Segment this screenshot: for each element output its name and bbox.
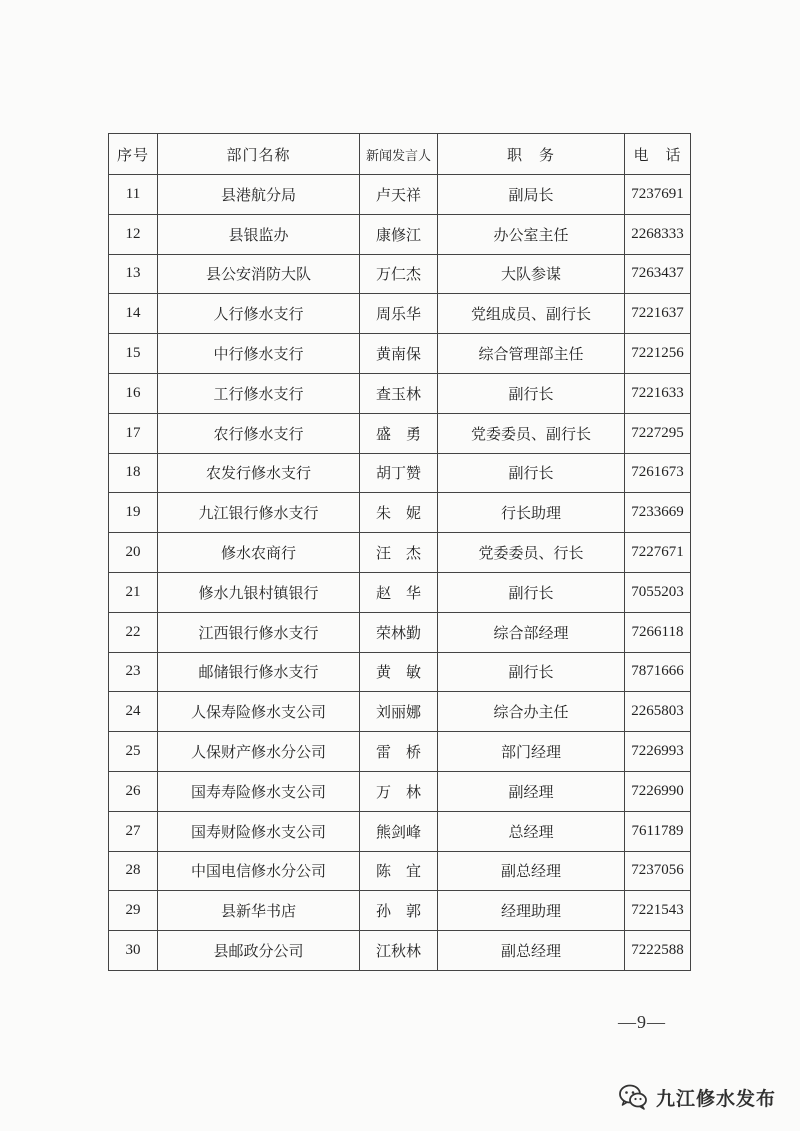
cell-position: 总经理 (438, 811, 625, 851)
cell-position: 大队参谋 (438, 254, 625, 294)
cell-spokesperson: 荣林勤 (360, 612, 438, 652)
cell-department-name: 江西银行修水支行 (158, 612, 360, 652)
cell-position: 经理助理 (438, 891, 625, 931)
cell-position: 党委委员、行长 (438, 533, 625, 573)
cell-spokesperson: 黄南保 (360, 334, 438, 374)
cell-position: 副行长 (438, 572, 625, 612)
cell-serial-number: 25 (109, 732, 158, 772)
cell-phone: 7263437 (625, 254, 691, 294)
cell-serial-number: 16 (109, 373, 158, 413)
cell-serial-number: 12 (109, 214, 158, 254)
cell-phone: 7221637 (625, 294, 691, 334)
cell-phone: 7233669 (625, 493, 691, 533)
cell-spokesperson: 熊剑峰 (360, 811, 438, 851)
cell-department-name: 中行修水支行 (158, 334, 360, 374)
cell-position: 副行长 (438, 453, 625, 493)
cell-position: 综合管理部主任 (438, 334, 625, 374)
cell-serial-number: 24 (109, 692, 158, 732)
cell-serial-number: 17 (109, 413, 158, 453)
cell-position: 副局长 (438, 175, 625, 215)
cell-serial-number: 26 (109, 771, 158, 811)
cell-serial-number: 13 (109, 254, 158, 294)
header-position: 职 务 (438, 134, 625, 175)
cell-department-name: 农行修水支行 (158, 413, 360, 453)
cell-phone: 2268333 (625, 214, 691, 254)
cell-serial-number: 28 (109, 851, 158, 891)
cell-department-name: 人行修水支行 (158, 294, 360, 334)
cell-spokesperson: 查玉林 (360, 373, 438, 413)
table-row (109, 294, 691, 334)
header-spokesperson: 新闻发言人 (360, 134, 438, 175)
cell-serial-number: 11 (109, 175, 158, 215)
cell-phone: 7221543 (625, 891, 691, 931)
cell-phone: 2265803 (625, 692, 691, 732)
cell-serial-number: 23 (109, 652, 158, 692)
cell-position: 党组成员、副行长 (438, 294, 625, 334)
watermark-text: 九江修水发布 (655, 1087, 776, 1110)
cell-department-name: 人保寿险修水支公司 (158, 692, 360, 732)
cell-department-name: 县公安消防大队 (158, 254, 360, 294)
table-row (109, 811, 691, 851)
cell-serial-number: 22 (109, 612, 158, 652)
table-row (109, 175, 691, 215)
cell-department-name: 中国电信修水分公司 (158, 851, 360, 891)
cell-serial-number: 20 (109, 533, 158, 573)
cell-phone: 7227295 (625, 413, 691, 453)
cell-serial-number: 19 (109, 493, 158, 533)
cell-spokesperson: 康修江 (360, 214, 438, 254)
cell-department-name: 县港航分局 (158, 175, 360, 215)
table-row (109, 254, 691, 294)
table-row (109, 453, 691, 493)
cell-spokesperson: 周乐华 (360, 294, 438, 334)
cell-spokesperson: 江秋林 (360, 931, 438, 971)
table-row (109, 493, 691, 533)
cell-department-name: 国寿财险修水支公司 (158, 811, 360, 851)
table-row (109, 533, 691, 573)
cell-spokesperson: 万 林 (360, 771, 438, 811)
cell-spokesperson: 朱 妮 (360, 493, 438, 533)
cell-position: 副总经理 (438, 931, 625, 971)
cell-position: 部门经理 (438, 732, 625, 772)
cell-spokesperson: 陈 宜 (360, 851, 438, 891)
table-row (109, 334, 691, 374)
table-row (109, 732, 691, 772)
cell-position: 行长助理 (438, 493, 625, 533)
table-row (109, 931, 691, 971)
cell-phone: 7261673 (625, 453, 691, 493)
cell-phone: 7266118 (625, 612, 691, 652)
table-row (109, 413, 691, 453)
table-row (109, 771, 691, 811)
cell-spokesperson: 胡丁赞 (360, 453, 438, 493)
cell-phone: 7226993 (625, 732, 691, 772)
watermark (618, 1077, 776, 1117)
cell-phone: 7227671 (625, 533, 691, 573)
cell-department-name: 县银监办 (158, 214, 360, 254)
cell-spokesperson: 卢天祥 (360, 175, 438, 215)
cell-serial-number: 18 (109, 453, 158, 493)
table-row (109, 891, 691, 931)
table-row (109, 692, 691, 732)
cell-phone: 7226990 (625, 771, 691, 811)
cell-department-name: 九江银行修水支行 (158, 493, 360, 533)
cell-spokesperson: 孙 郭 (360, 891, 438, 931)
cell-phone: 7611789 (625, 811, 691, 851)
cell-spokesperson: 刘丽娜 (360, 692, 438, 732)
header-serial-number: 序号 (109, 134, 158, 175)
cell-department-name: 农发行修水支行 (158, 453, 360, 493)
cell-phone: 7871666 (625, 652, 691, 692)
cell-position: 综合办主任 (438, 692, 625, 732)
cell-phone: 7237691 (625, 175, 691, 215)
table-row (109, 652, 691, 692)
page-number: —9— (618, 1012, 666, 1032)
table-row (109, 373, 691, 413)
cell-department-name: 人保财产修水分公司 (158, 732, 360, 772)
cell-spokesperson: 万仁杰 (360, 254, 438, 294)
cell-phone: 7055203 (625, 572, 691, 612)
cell-department-name: 邮储银行修水支行 (158, 652, 360, 692)
table-row (109, 851, 691, 891)
cell-serial-number: 21 (109, 572, 158, 612)
header-department-name: 部门名称 (158, 134, 360, 175)
cell-spokesperson: 赵 华 (360, 572, 438, 612)
cell-spokesperson: 雷 桥 (360, 732, 438, 772)
wechat-icon (618, 1083, 648, 1111)
cell-position: 综合部经理 (438, 612, 625, 652)
cell-serial-number: 14 (109, 294, 158, 334)
spokesperson-table (108, 133, 691, 971)
cell-phone: 7221633 (625, 373, 691, 413)
cell-department-name: 县邮政分公司 (158, 931, 360, 971)
cell-phone: 7221256 (625, 334, 691, 374)
cell-department-name: 国寿寿险修水支公司 (158, 771, 360, 811)
cell-phone: 7222588 (625, 931, 691, 971)
table-row (109, 214, 691, 254)
cell-department-name: 工行修水支行 (158, 373, 360, 413)
cell-position: 副经理 (438, 771, 625, 811)
cell-department-name: 修水农商行 (158, 533, 360, 573)
table-row (109, 572, 691, 612)
cell-serial-number: 15 (109, 334, 158, 374)
cell-phone: 7237056 (625, 851, 691, 891)
table-row (109, 612, 691, 652)
cell-serial-number: 27 (109, 811, 158, 851)
cell-spokesperson: 盛 勇 (360, 413, 438, 453)
cell-position: 办公室主任 (438, 214, 625, 254)
cell-position: 副总经理 (438, 851, 625, 891)
cell-serial-number: 30 (109, 931, 158, 971)
header-phone: 电 话 (625, 134, 691, 175)
cell-position: 党委委员、副行长 (438, 413, 625, 453)
cell-department-name: 修水九银村镇银行 (158, 572, 360, 612)
cell-spokesperson: 汪 杰 (360, 533, 438, 573)
cell-position: 副行长 (438, 373, 625, 413)
cell-position: 副行长 (438, 652, 625, 692)
cell-department-name: 县新华书店 (158, 891, 360, 931)
cell-spokesperson: 黄 敏 (360, 652, 438, 692)
table-body (109, 175, 691, 971)
cell-serial-number: 29 (109, 891, 158, 931)
table-header-row (109, 134, 691, 175)
